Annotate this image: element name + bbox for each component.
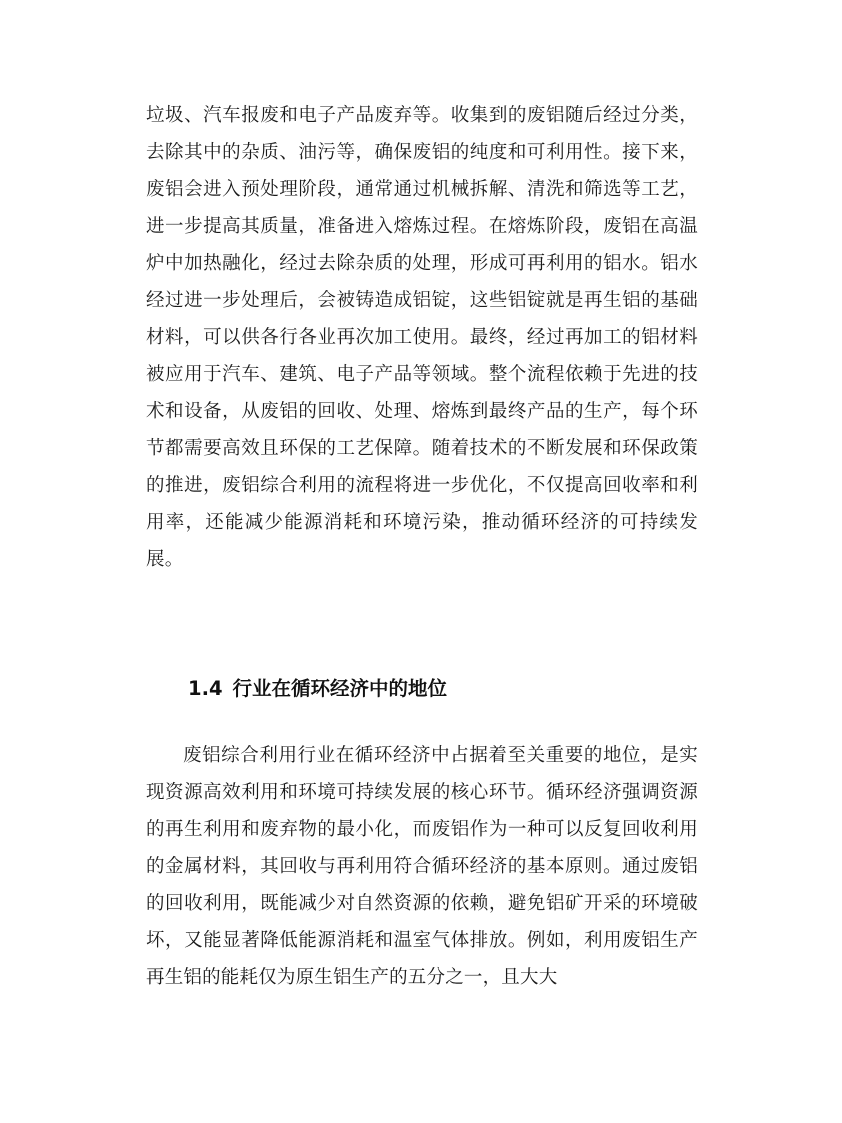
section-title: 行业在循环经济中的地位 bbox=[232, 677, 448, 700]
section-heading bbox=[188, 673, 447, 705]
body-paragraph: 废铝综合利用行业在循环经济中占据着至关重要的地位，是实现资源高效利用和环境可持续发展的核心环节。循环经济强调资源的再生利用和废弃物的最小化，而废铝作为一种可以反复回收利用的金属材料，其回收与再利用符合循环经济的基本原则。通过废铝的回收利用，既能减少对自然资源的依赖，避免铝矿开采的环境破坏，又能显著降低能源消耗和温室气体排放。例如，利用废铝生产再生铝的能耗仅为原生铝生产的五分之一，且大大 bbox=[146, 745, 698, 988]
section-number: 1.4 bbox=[188, 677, 223, 700]
body-paragraph: 垃圾、汽车报废和电子产品废弃等。收集到的废铝随后经过分类，去除其中的杂质、油污等，确保废铝的纯度和可利用性。接下来，废铝会进入预处理阶段，通常通过机械拆解、清洗和筛选等工艺，进一步提高其质量，准备进入熔炼过程。在熔炼阶段，废铝在高温炉中加热融化，经过去除杂质的处理，形成可再利用的铝水。铝水经过进一步处理后，会被铸造成铝锭，这些铝锭就是再生铝的基础材料，可以供各行各业再次加工使用。最终，经过再加工的铝材料被应用于汽车、建筑、电子产品等领域。整个流程依赖于先进的技术和设备，从废铝的回收、处理、熔炼到最终产品的生产，每个环节都需要高效且环保的工艺保障。随着技术的不断发展和环保政策的推进，废铝综合利用的流程将进一步优化，不仅提高回收率和利用率，还能减少能源消耗和环境污染，推动循环经济的可持续发展。 bbox=[146, 105, 698, 570]
